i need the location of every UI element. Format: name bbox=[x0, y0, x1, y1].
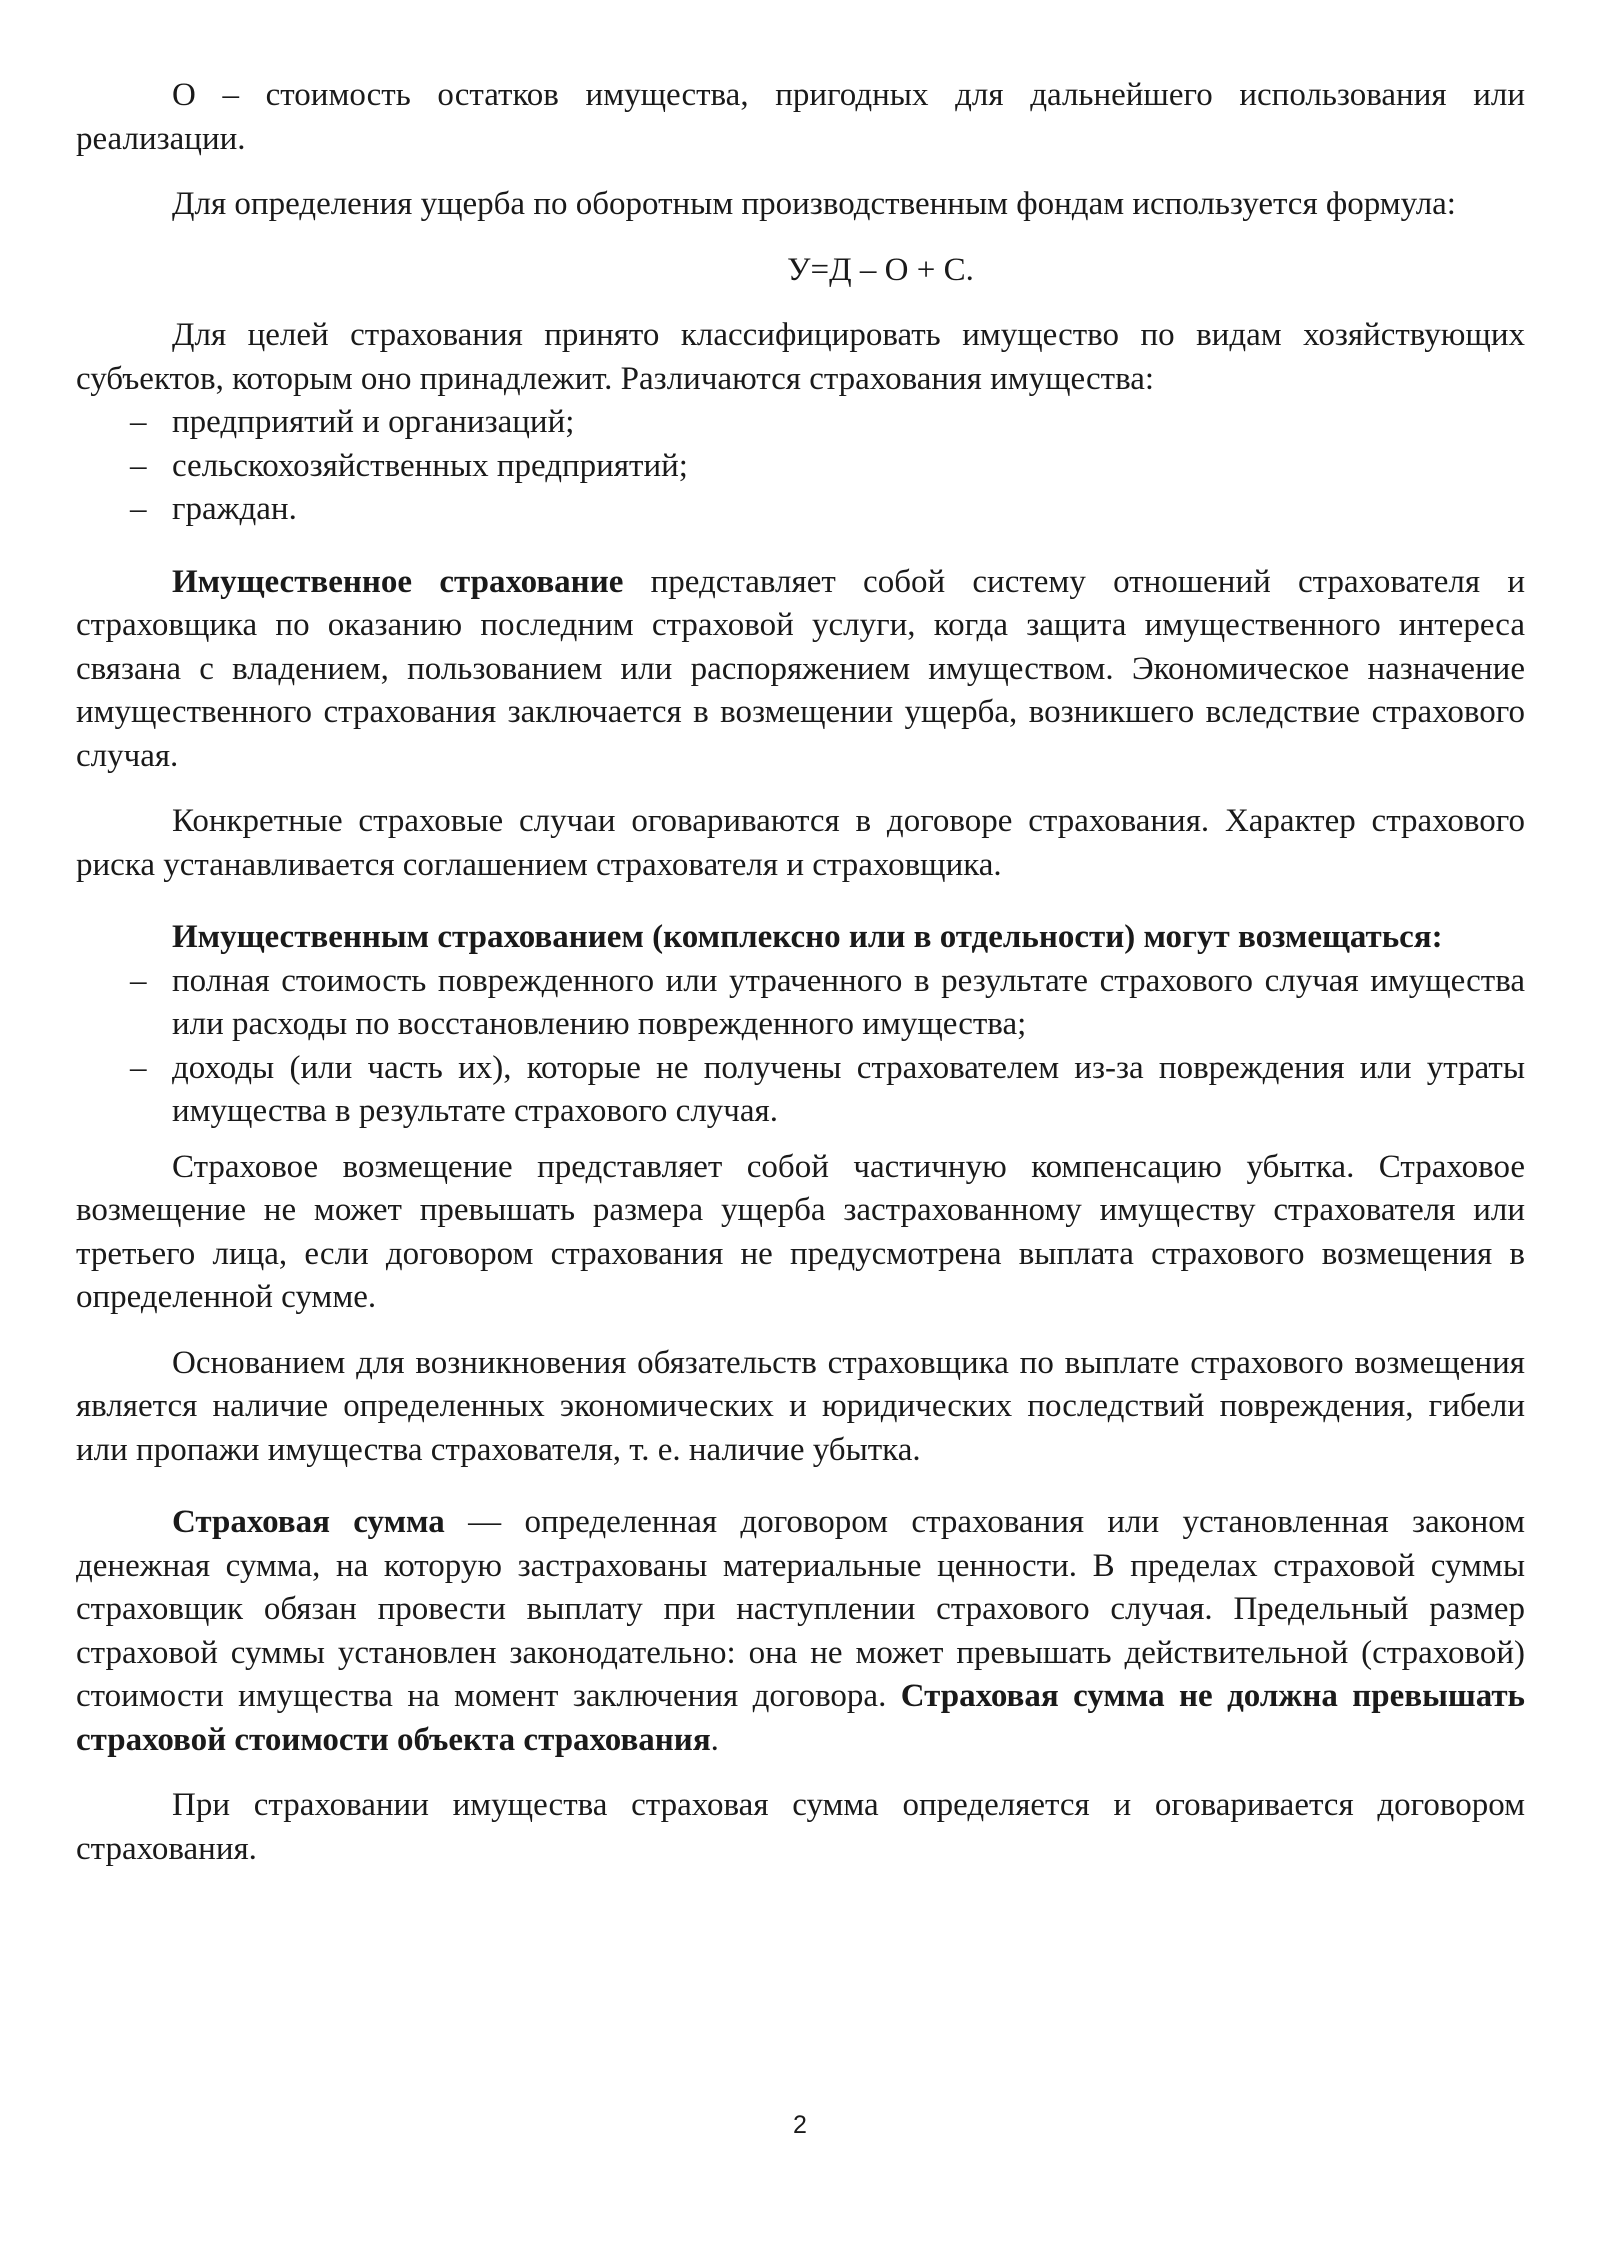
paragraph-insurance-compensation: Страховое возмещение представляет собой частичную компенсацию убытка. Страховое возмещение не может превышать размера ущерба застрахованному имуществу страхователя или третьего лица, если договором страхования не предусмотрена выплата страхового возмещения в определенной сумме. bbox=[76, 1148, 1525, 1315]
paragraph-formula-intro: Для определения ущерба по оборотным производственным фондам используется формула: bbox=[172, 186, 1456, 222]
document-body bbox=[76, 74, 1525, 1871]
damage-formula: У=Д – О + С. bbox=[787, 251, 974, 288]
list-dash-marker: – bbox=[130, 1049, 147, 1086]
list-item: – граждан. bbox=[76, 488, 1525, 532]
term-property-insurance: Имущественное страхование bbox=[172, 563, 624, 600]
paragraph-insured-events: Конкретные страховые случаи оговариваются в договоре страхования. Характер страхового риска устанавливается соглашением страхователя и страховщика. bbox=[76, 803, 1525, 883]
paragraph-property-insurance-definition: Имущественное страхование представляет собой систему отношений страхователя и страховщика по оказанию последним страховой услуги, когда защита имущественного интереса связана с владением, пользованием или распоряжением имуществом. Экономическое назначение имущественного страхования заключается в возмещении ущерба, возникшего вследствие страхового случая. bbox=[76, 563, 1525, 774]
list-item: – сельскохозяйственных предприятий; bbox=[76, 445, 1525, 489]
list-dash-marker: – bbox=[130, 447, 147, 484]
paragraph-sum-insured-agreement: При страховании имущества страховая сумма определяется и оговаривается договором страхования. bbox=[76, 1787, 1525, 1867]
paragraph-insurer-obligation: Основанием для возникновения обязательств страховщика по выплате страхового возмещения является наличие определенных экономических и юридических последствий повреждения, гибели или пропажи имущества страхователя, т. е. наличие убытка. bbox=[76, 1344, 1525, 1468]
term-sum-insured: Страховая сумма bbox=[172, 1504, 445, 1540]
list-dash-marker: – bbox=[130, 404, 147, 440]
list-item: – полная стоимость поврежденного или утраченного в результате страхового случая имущества или расходы по восстановлению поврежденного имущества; bbox=[76, 960, 1525, 1047]
list-item: – доходы (или часть их), которые не получены страхователем из-за повреждения или утраты имущества в результате страхового случая. bbox=[76, 1047, 1525, 1134]
page-number: 2 bbox=[793, 2111, 807, 2139]
compensable-items-list bbox=[76, 960, 1525, 1134]
list-item: – предприятий и организаций; bbox=[76, 401, 1525, 445]
list-dash-marker: – bbox=[130, 962, 147, 999]
paragraph-remains-definition: О – стоимость остатков имущества, пригодных для дальнейшего использования или реализации. bbox=[76, 77, 1525, 157]
sum-insured-rule: Страховая сумма не должна превышать страховой стоимости объекта страхования bbox=[76, 1678, 1526, 1758]
paragraph-compensable-items-heading: Имущественным страхованием (комплексно или в отдельности) могут возмещаться: bbox=[172, 919, 1443, 955]
property-types-list bbox=[76, 401, 1525, 532]
paragraph-sum-insured-definition: Страховая сумма — определенная договором страхования или установленная законом денежная сумма, на которую застрахованы материальные ценности. В пределах страховой суммы страховщик обязан провести выплату при наступлении страхового случая. Предельный размер страховой суммы установлен законодательно: она не может превышать действительной (страховой) стоимости имущества на момент заключения договора. Страховая сумма не должна превышать страховой стоимости объекта страхования. bbox=[76, 1504, 1526, 1758]
list-dash-marker: – bbox=[130, 491, 147, 527]
paragraph-property-classification: Для целей страхования принято классифицировать имущество по видам хозяйствующих субъектов, которым оно принадлежит. Различаются страхования имущества: bbox=[76, 317, 1525, 397]
